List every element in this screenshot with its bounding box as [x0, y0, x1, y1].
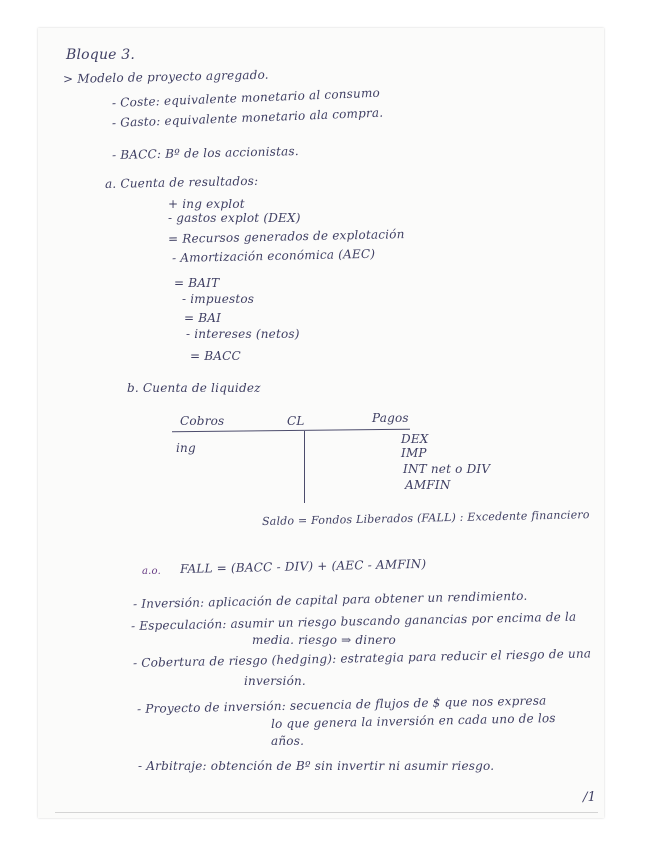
result-line: = BAIT — [174, 276, 220, 290]
definition-line: - Proyecto de inversión: secuencia de flujos de $ que nos expresa — [136, 693, 547, 716]
definition-line: inversión. — [244, 674, 306, 688]
bacc-definition: - BACC: Bº de los accionistas. — [111, 144, 299, 162]
page-bottom-rule — [55, 812, 598, 813]
t-account-right-item: INT net o DIV — [403, 462, 491, 476]
coste-definition: - Coste: equivalente monetario al consumo — [111, 85, 381, 110]
definition-line: - Cobertura de riesgo (hedging): estrategia para reducir el riesgo de una — [132, 646, 592, 670]
fall-formula: FALL = (BACC - DIV) + (AEC - AMFIN) — [179, 556, 427, 576]
definition-line: lo que genera la inversión en cada uno de los — [270, 711, 556, 731]
t-account-left-item: ing — [176, 441, 196, 455]
item-a-heading: a. Cuenta de resultados: — [104, 173, 259, 191]
t-account-center-header: CL — [287, 414, 305, 428]
gasto-definition: - Gasto: equivalente monetario ala compra. — [111, 105, 384, 130]
page-title: Bloque 3. — [66, 47, 136, 63]
result-line: - intereses (netos) — [186, 327, 300, 341]
result-line: - Amortización económica (AEC) — [171, 246, 376, 265]
result-line: + ing explot — [168, 197, 245, 211]
result-line: = BAI — [184, 311, 222, 325]
t-account-left-header: Cobros — [180, 414, 225, 428]
definition-line: - Inversión: aplicación de capital para obtener un rendimiento. — [132, 588, 528, 611]
t-account-right-header: Pagos — [372, 411, 409, 425]
definition-line: - Especulación: asumir un riesgo buscando ganancias por encima de la — [130, 609, 577, 633]
t-account-right-item: IMP — [401, 446, 427, 460]
section-heading: > Modelo de proyecto agregado. — [62, 67, 269, 86]
result-line: = BACC — [190, 349, 241, 363]
definition-line: años. — [271, 734, 305, 748]
fall-marker: a.o. — [142, 566, 161, 577]
page-number: /1 — [583, 790, 597, 805]
definition-line: media. riesgo ⇒ dinero — [252, 633, 396, 647]
t-account-right-item: AMFIN — [405, 478, 451, 492]
result-line: - impuestos — [182, 292, 255, 306]
result-line: - gastos explot (DEX) — [168, 211, 301, 225]
result-line: = Recursos generados de explotación — [167, 227, 405, 246]
saldo-line: Saldo = Fondos Liberados (FALL) : Excedente financiero — [261, 508, 590, 528]
definition-line: - Arbitraje: obtención de Bº sin invertir ni asumir riesgo. — [138, 759, 495, 773]
t-account-vertical-rule — [304, 431, 305, 503]
item-b-heading: b. Cuenta de liquidez — [127, 381, 261, 395]
t-account-right-item: DEX — [401, 432, 429, 446]
